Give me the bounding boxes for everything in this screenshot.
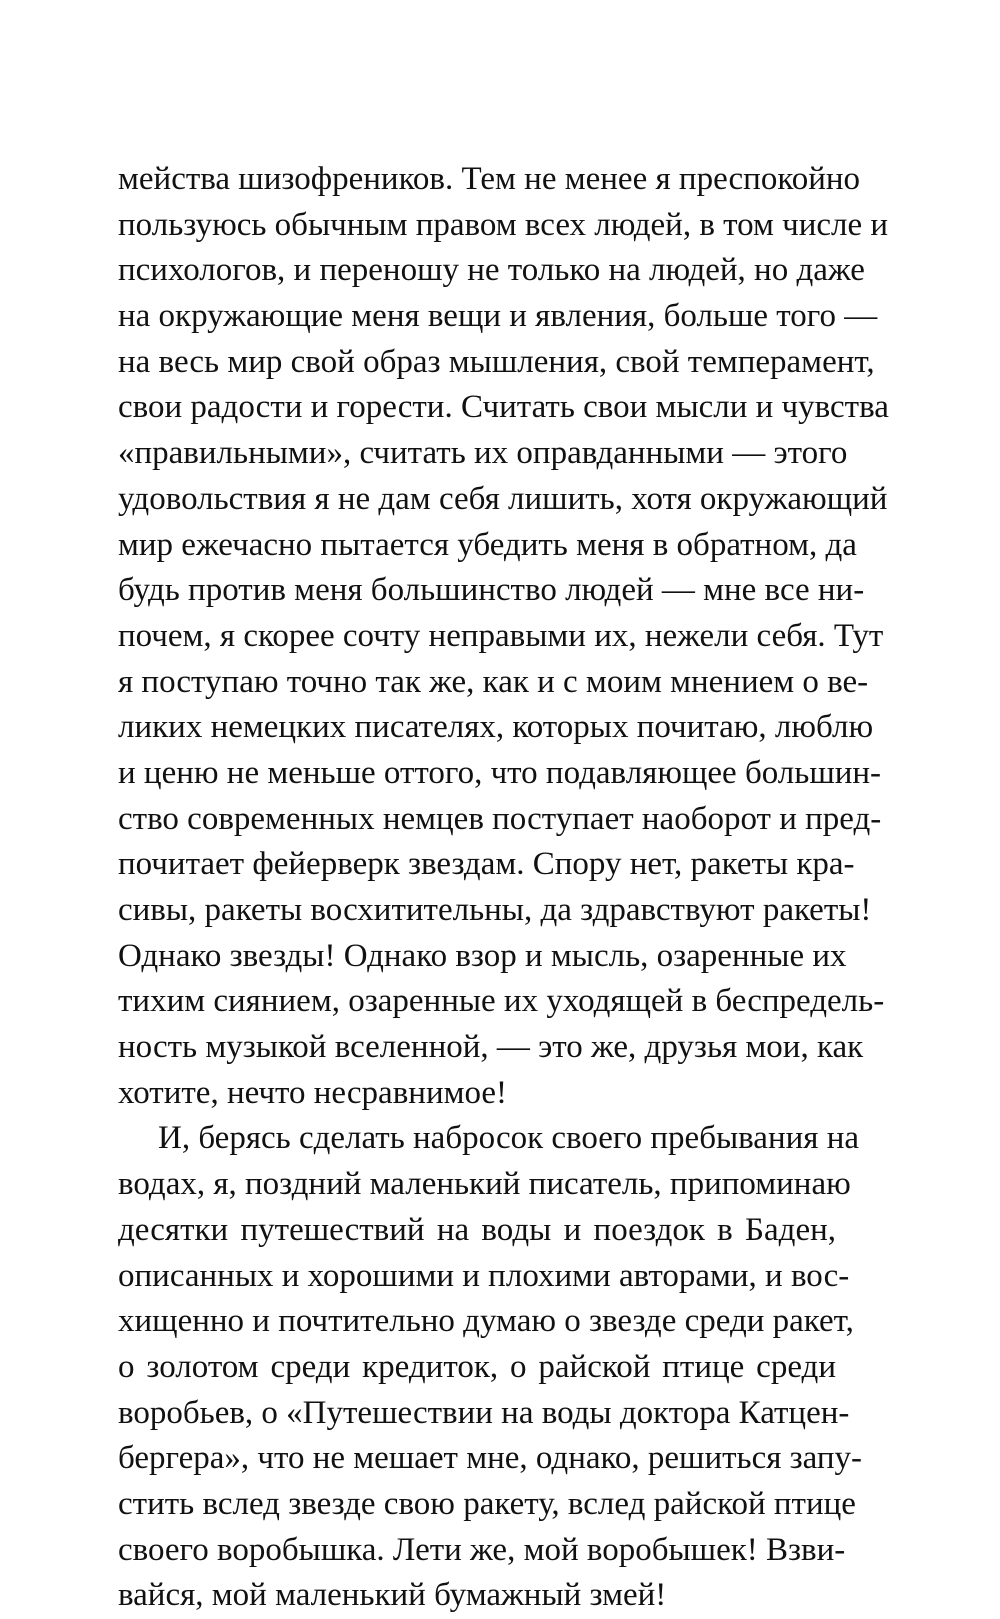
text-line: хищенно и почтительно думаю о звезде среди ракет, xyxy=(118,1303,854,1340)
text-line: почем, я скорее сочту неправыми их, нежели себя. Тут xyxy=(118,617,884,654)
text-line: пользуюсь обычным правом всех людей, в том числе и xyxy=(118,206,889,243)
text-line: будь против меня большинство людей — мне все ни- xyxy=(118,572,865,609)
text-line: своего воробышка. Лети же, мой воробышек! Взви- xyxy=(118,1531,846,1568)
paragraph-2 xyxy=(118,1116,863,1619)
text-line: на весь мир свой образ мышления, свой темперамент, xyxy=(118,343,875,380)
text-line: И, берясь сделать набросок своего пребывания на xyxy=(158,1120,860,1157)
text-line: вайся, мой маленький бумажный змей! xyxy=(118,1577,667,1614)
text-line: описанных и хорошими и плохими авторами, и вос- xyxy=(118,1257,850,1294)
text-line: ность музыкой вселенной, — это же, друзья мои, как xyxy=(118,1029,864,1066)
text-line: я поступаю точно так же, как и с моим мнением о ве- xyxy=(118,663,869,700)
text-line: хотите, нечто несравнимое! xyxy=(118,1074,508,1111)
text-line: «правильными», считать их оправданными — этого xyxy=(118,435,848,472)
text-line: ство современных немцев поступает наоборот и пред- xyxy=(118,800,882,837)
text-line: о золотом среди кредиток, о райской птице среди xyxy=(118,1348,836,1385)
text-line: стить вслед звезде свою ракету, вслед райской птице xyxy=(118,1485,856,1522)
text-line: мир ежечасно пытается убедить меня в обратном, да xyxy=(118,526,857,563)
text-line: Однако звезды! Однако взор и мысль, озаренные их xyxy=(118,937,847,974)
text-line: воробьев, о «Путешествии на воды доктора Катцен- xyxy=(118,1394,850,1431)
text-line: бергера», что не мешает мне, однако, решиться запу- xyxy=(118,1440,863,1477)
text-line: психологов, и переношу не только на людей, но даже xyxy=(118,252,865,289)
text-line: удовольствия я не дам себя лишить, хотя окружающий xyxy=(118,480,888,517)
text-line: десятки путешествий на воды и поездок в Баден, xyxy=(118,1211,836,1248)
paragraph-1 xyxy=(118,157,889,1116)
text-line: тихим сиянием, озаренные их уходящей в беспредель- xyxy=(118,983,885,1020)
text-line: водах, я, поздний маленький писатель, припоминаю xyxy=(118,1166,851,1203)
text-line: на окружающие меня вещи и явления, больше того — xyxy=(118,298,878,335)
text-line: свои радости и горести. Считать свои мысли и чувства xyxy=(118,389,889,426)
text-line: и ценю не меньше оттого, что подавляющее большин- xyxy=(118,754,882,791)
page-text xyxy=(118,157,889,1619)
text-line: мейства шизофреников. Тем не менее я преспокойно xyxy=(118,161,861,197)
text-line: почитает фейерверк звездам. Спору нет, ракеты кра- xyxy=(118,846,855,883)
text-line: ликих немецких писателях, которых почитаю, люблю xyxy=(118,709,874,746)
text-line: сивы, ракеты восхитительны, да здравствуют ракеты! xyxy=(118,892,872,928)
